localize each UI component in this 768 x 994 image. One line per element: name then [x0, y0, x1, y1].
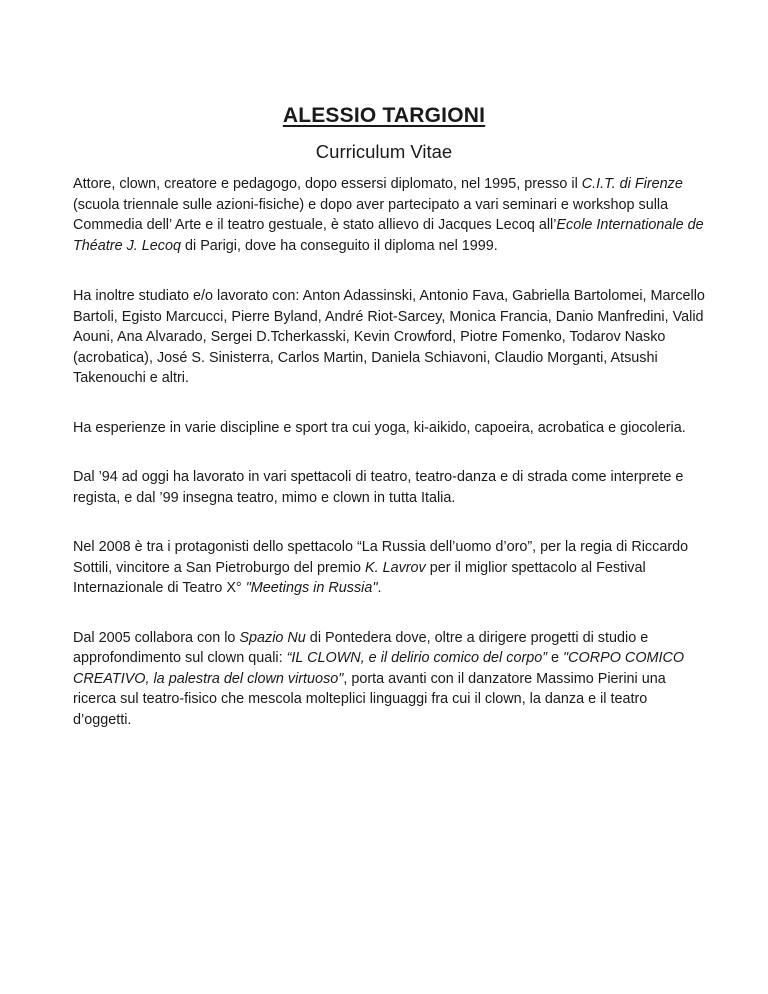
italic-text: K. Lavrov: [364, 559, 426, 576]
paragraph-text: , porta avanti con il danzatore Massimo Pierini una ricerca sul teatro-fisico che mescola molteplici linguaggi fra cui il clown, la danza e il teatro d’oggetti.: [73, 670, 666, 728]
page-title: ALESSIO TARGIONI: [282, 104, 486, 127]
paragraph-career: Dal ’94 ad oggi ha lavorato in vari spettacoli di teatro, teatro-danza e di strada come interprete e regista, e dal ’99 insegna teatro, mimo e clown in tutta Italia.: [73, 469, 684, 506]
italic-text: Spazio Nu: [239, 629, 306, 646]
italic-text: C.I.T. di Firenze: [581, 176, 683, 192]
paragraph-spazio-nu: [73, 628, 709, 731]
paragraph-collaborations: Ha inoltre studiato e/o lavorato con: Anton Adassinski, Antonio Fava, Gabriella Bartolomei, Marcello Bartoli, Egisto Marcucci, Pierre Byland, André Riot-Sarcey, Monica Francia, Danio Manfredini, Valid Aouni, Ana Alvarado, Sergei D.Tcherkasski, Kevin Crowford, Piotre Fomenko, Todarov Nasko (acrobatica), José S. Sinisterra, Carlos Martin, Daniela Schiavoni, Claudio Morganti, Atsushi Takenouchi e altri.: [73, 288, 705, 386]
italic-text: "CORPO COMICO CREATIVO, la palestra del clown virtuoso": [73, 650, 685, 687]
paragraph-disciplines: Ha esperienze in varie discipline e sport tra cui yoga, ki-aikido, capoeira, acrobatica e giocoleria.: [73, 419, 686, 436]
paragraph-text: e: [547, 650, 564, 666]
italic-text: “IL CLOWN, e il delirio comico del corpo”: [286, 650, 548, 666]
paragraph-education: [73, 174, 709, 256]
paragraph-text: Nel 2008 è tra i protagonisti dello spettacolo “La Russia dell’uomo d’oro”, per la regia di Riccardo Sottili, vincitore a San Pietroburgo del premio: [73, 539, 689, 576]
page-subtitle: Curriculum Vitae: [315, 141, 453, 162]
italic-text: Ecole Internationale de Théatre J. Lecoq: [73, 217, 704, 254]
paragraph-text: .: [377, 580, 382, 596]
cv-body: [73, 174, 709, 759]
paragraph-text: Attore, clown, creatore e pedagogo, dopo essersi diplomato, nel 1995, presso il: [73, 176, 582, 192]
paragraph-2008: [73, 537, 709, 599]
italic-text: "Meetings in Russia": [245, 580, 378, 596]
paragraph-text: di Pontedera dove, oltre a dirigere progetti di studio e approfondimento sul clown quali:: [73, 629, 649, 666]
paragraph-text: per il miglior spettacolo al Festival Internazionale di Teatro X°: [73, 559, 646, 596]
paragraph-text: Dal 2005 collabora con lo: [73, 629, 240, 646]
paragraph-text: di Parigi, dove ha conseguito il diploma nel 1999.: [181, 237, 498, 254]
paragraph-text: (scuola triennale sulle azioni-fisiche) e dopo aver partecipato a vari seminari e workshop sulla Commedia dell’ Arte e il teatro gestuale, è stato allievo di Jacques Lecoq all’: [73, 196, 669, 233]
